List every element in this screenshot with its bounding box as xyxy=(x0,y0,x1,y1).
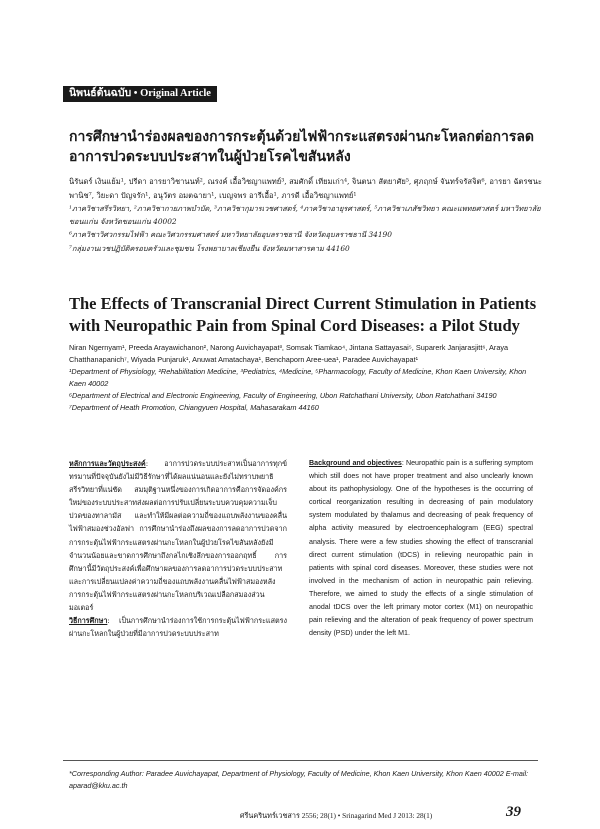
page-number: 39 xyxy=(506,804,521,820)
english-affiliation-2: ⁶Department of Electrical and Electronic Engineering, Faculty of Engineering, Ubon Ratchathani University, Ubon Ratchathani 34190 xyxy=(69,391,497,400)
footnote-divider xyxy=(63,760,538,761)
thai-authors: นิรันดร์ เงินแย้ม¹, ปรีดา อารยาวิชานนท์², ณรงค์ เอื้อวิชญาแพทย์³, สมศักดิ์ เทียมเก่า⁴, จินตนา สัตยาศัย⁵, ศุภฤกษ์ จันทร์จรัสจิต⁶, อารยา ฉัตรชนะพานิช⁷, วิยะดา ปัญจรัก¹, อนุวัตร อมตฉายา¹, เบญจพร อารีเอื้อ¹, ภารดี เอื้อวิชญาแพทย์¹ xyxy=(69,177,542,200)
journal-citation: ศรีนครินทร์เวชสาร 2556; 28(1) • Srinagarind Med J 2013: 28(1) xyxy=(239,811,433,820)
article-type-label: นิพนธ์ต้นฉบับ • Original Article xyxy=(63,86,217,102)
thai-affiliation-2: ⁶ภาควิชาวิศวกรรมไฟฟ้า คณะวิศวกรรมศาสตร์ มหาวิทยาลัยอุบลราชธานี จังหวัดอุบลราชธานี 34190 xyxy=(69,230,392,240)
thai-affiliations xyxy=(69,202,544,255)
thai-affiliation-3: ⁷กลุ่มงานเวชปฏิบัติครอบครัวและชุมชน โรงพยาบาลเชียงยืน จังหวัดมหาสารคาม 44160 xyxy=(69,243,350,253)
thai-abstract-heading: หลักการและวัตถุประสงค์ xyxy=(69,459,146,468)
english-abstract-paragraph xyxy=(309,457,533,640)
english-abstract-heading: Background and objectives xyxy=(309,459,402,467)
corresponding-author-footnote: *Corresponding Author: Paradee Auvichayapat, Department of Physiology, Faculty of Medicine, Khon Kaen University, Khon Kaen 40002 E-mail: aparad@kku.ac.th xyxy=(69,769,529,790)
thai-methods-body: : เป็นการศึกษานำร่องการใช้การกระตุ้นไฟฟ้ากระแสตรงผ่านกะโหลกในผู้ป่วยที่มีอาการปวดระบบประสาท xyxy=(69,616,287,639)
english-affiliations xyxy=(69,366,544,414)
thai-abstract-column xyxy=(69,457,287,640)
english-title: The Effects of Transcranial Direct Current Stimulation in Patients with Neuropathic Pain from Spinal Cord Diseases: a Pilot Study xyxy=(69,294,537,335)
thai-methods-heading: วิธีการศึกษา xyxy=(69,616,108,626)
thai-methods-paragraph xyxy=(69,614,287,640)
english-abstract-body: : Neuropathic pain is a suffering symptom which still does not have proper treatment and also unclearly known about its pathophysiology. One of the hypotheses is the occurring of cortical reorganization resulting in decreasing of pain modulatory system modulated by thalamus and decreasing of peak frequency of alpha activity measured by electroencephalogram (EEG) spectral analysis. There were a few studies showing the effect of transcranial direct current stimulation (tDCS) in relieving neuropathic pain in patients with spinal cord diseases. Moreover, these studies were not involved in the mechanism of action in neuropathic pain relieving. Therefore, we aimed to study the effects of a single stimulation of anodal tDCS over the left primary motor cortex (M1) on neuropathic pain relieving and the alteration of peak frequency of power spectrum density (PSD) under the left M1. xyxy=(309,459,533,638)
thai-abstract-paragraph xyxy=(69,457,287,614)
thai-abstract-body: : อาการปวดระบบประสาทเป็นอาการทุกข์ทรมานที่ปัจจุบันยังไม่มีวิธีรักษาที่ได้ผลแน่นอนและยังไม่ทราบพยาธิสรีรวิทยาที่แน่ชัด สมมุติฐานหนึ่งของการเกิดอาการคือการจัดองค์กรใหม่ของระบบประสาทส่งผลต่อการปรับเปลี่ยนระบบควบคุมความเจ็บปวดของทาลามัส และทำให้มีผลต่อความถี่ของแถบพลังงานของคลื่นไฟฟ้าสมองช่วงอัลฟา การศึกษานำร่องถึงผลของการลดอาการปวดจากการกระตุ้นไฟฟ้ากระแสตรงผ่านกะโหลกในผู้ป่วยโรคไขสันหลังยังมีจำนวนน้อยและขาดการศึกษาถึงกลไกเชิงลึกของการออกฤทธิ์ การศึกษานี้มีวัตถุประสงค์เพื่อศึกษาผลของการลดอาการปวดระบบประสาทและการเปลี่ยนแปลงค่าความถี่ของแถบพลังงานคลื่นไฟฟ้าสมองหลังการกระตุ้นไฟฟ้ากระแสตรงผ่านกะโหลกบริเวณเปลือกสมองส่วนมอเตอร์ xyxy=(69,459,287,613)
english-affiliation-3: ⁷Department of Heath Promotion, Chiangyuen Hospital, Mahasarakam 44160 xyxy=(69,403,319,412)
english-affiliation-1: ¹Department of Physiology, ²Rehabilitation Medicine, ³Pediatrics, ⁴Medicine, ⁵Pharmacology, Faculty of Medicine, Khon Kaen University, Khon Kaen 40002 xyxy=(69,367,527,388)
english-authors: Niran Ngernyam¹, Preeda Arayawichanon², Narong Auvichayapat³, Somsak Tiamkao⁴, Jintana Sattayasai⁵, Suparerk Janjarasjitt⁶, Araya Chatthanapanich⁷, Wiyada Punjaruk¹, Anuwat Amatachaya¹, Benchaporn Aree-uea¹, Paradee Auvichayapat¹ xyxy=(69,343,509,364)
thai-affiliation-1: ¹ภาควิชาสรีรวิทยา, ²ภาควิชากายภาพบำบัด, ³ภาควิชากุมารเวชศาสตร์, ⁴ภาควิชาอายุรศาสตร์, ⁵ภาควิชาเภสัชวิทยา คณะแพทยศาสตร์ มหาวิทยาลัยขอนแก่น จังหวัดขอนแก่น 40002 xyxy=(69,204,541,227)
thai-title: การศึกษานำร่องผลของการกระตุ้นด้วยไฟฟ้ากระแสตรงผ่านกะโหลกต่อการลดอาการปวดระบบประสาทในผู้ป่วยโรคไขสันหลัง xyxy=(69,129,535,165)
english-abstract-column xyxy=(309,457,533,640)
